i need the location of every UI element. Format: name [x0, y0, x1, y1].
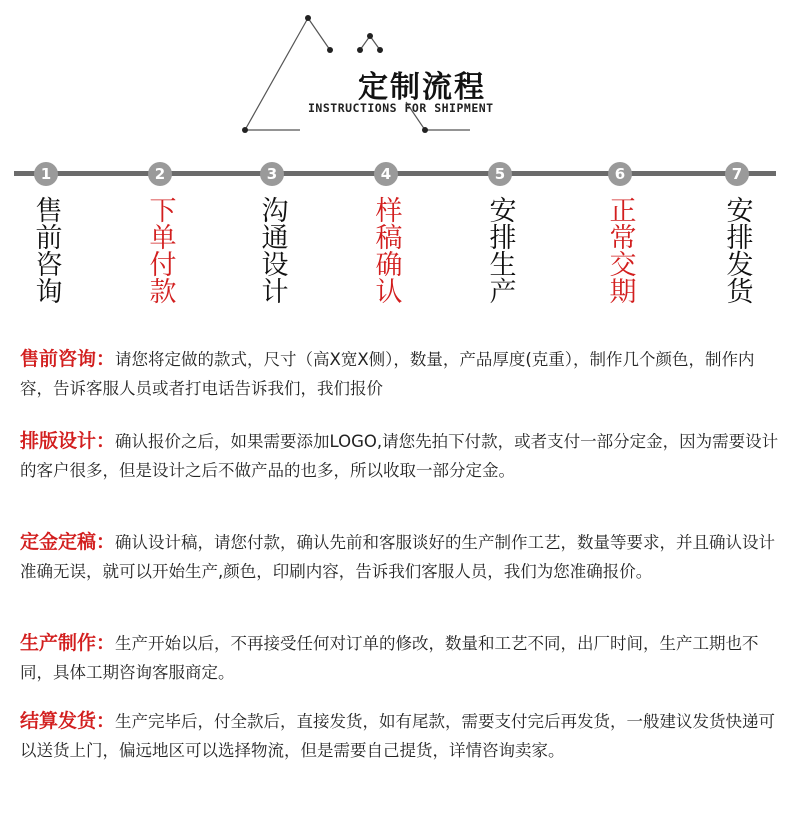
step-5 [480, 160, 520, 308]
step-number: 6 [608, 162, 632, 186]
process-timeline [0, 160, 790, 320]
section-heading: 结算发货： [20, 710, 116, 732]
section-design [20, 427, 780, 485]
step-4 [366, 160, 406, 308]
page-title: 定制流程 [358, 70, 486, 105]
step-label: 样稿确认 [370, 196, 402, 304]
step-label: 下单付款 [144, 196, 176, 304]
section-heading: 排版设计： [20, 430, 116, 452]
section-heading: 定金定稿： [20, 531, 116, 553]
step-label: 安排发货 [721, 196, 753, 304]
section-text: 生产开始以后，不再接受任何对订单的修改，数量和工艺不同，出厂时间，生产工期也不同，具体工期咨询客服商定。 [20, 634, 759, 682]
step-1 [26, 160, 66, 308]
step-7 [717, 160, 757, 308]
step-number: 1 [34, 162, 58, 186]
page-subtitle: INSTRUCTIONS FOR SHIPMENT [308, 101, 494, 115]
step-label: 售前咨询 [30, 196, 62, 304]
step-2 [140, 160, 180, 308]
section-text: 确认报价之后，如果需要添加LOGO,请您先拍下付款，或者支付一部分定金，因为需要设计的客户很多，但是设计之后不做产品的也多，所以收取一部分定金。 [20, 432, 779, 480]
section-heading: 售前咨询： [20, 348, 116, 370]
step-label: 安排生产 [484, 196, 516, 304]
header [0, 0, 790, 150]
section-text: 生产完毕后，付全款后，直接发货，如有尾款，需要支付完后再发货，一般建议发货快递可以送货上门，偏远地区可以选择物流，但是需要自己提货，详情咨询卖家。 [20, 712, 776, 760]
step-number: 5 [488, 162, 512, 186]
section-text: 确认设计稿，请您付款，确认先前和客服谈好的生产制作工艺，数量等要求，并且确认设计准确无误，就可以开始生产,颜色，印刷内容，告诉我们客服人员，我们为您准确报价。 [20, 533, 776, 581]
section-production [20, 629, 780, 687]
step-number: 4 [374, 162, 398, 186]
step-6 [600, 160, 640, 308]
step-number: 2 [148, 162, 172, 186]
section-deposit [20, 528, 780, 586]
step-number: 7 [725, 162, 749, 186]
step-label: 沟通设计 [256, 196, 288, 304]
section-shipping [20, 707, 780, 765]
section-presale [20, 345, 780, 403]
section-heading: 生产制作： [20, 632, 116, 654]
step-label: 正常交期 [604, 196, 636, 304]
section-text: 请您将定做的款式，尺寸（高X宽X侧），数量，产品厚度(克重），制作几个颜色，制作内容，告诉客服人员或者打电话告诉我们，我们报价 [20, 350, 755, 398]
step-number: 3 [260, 162, 284, 186]
step-3 [252, 160, 292, 308]
